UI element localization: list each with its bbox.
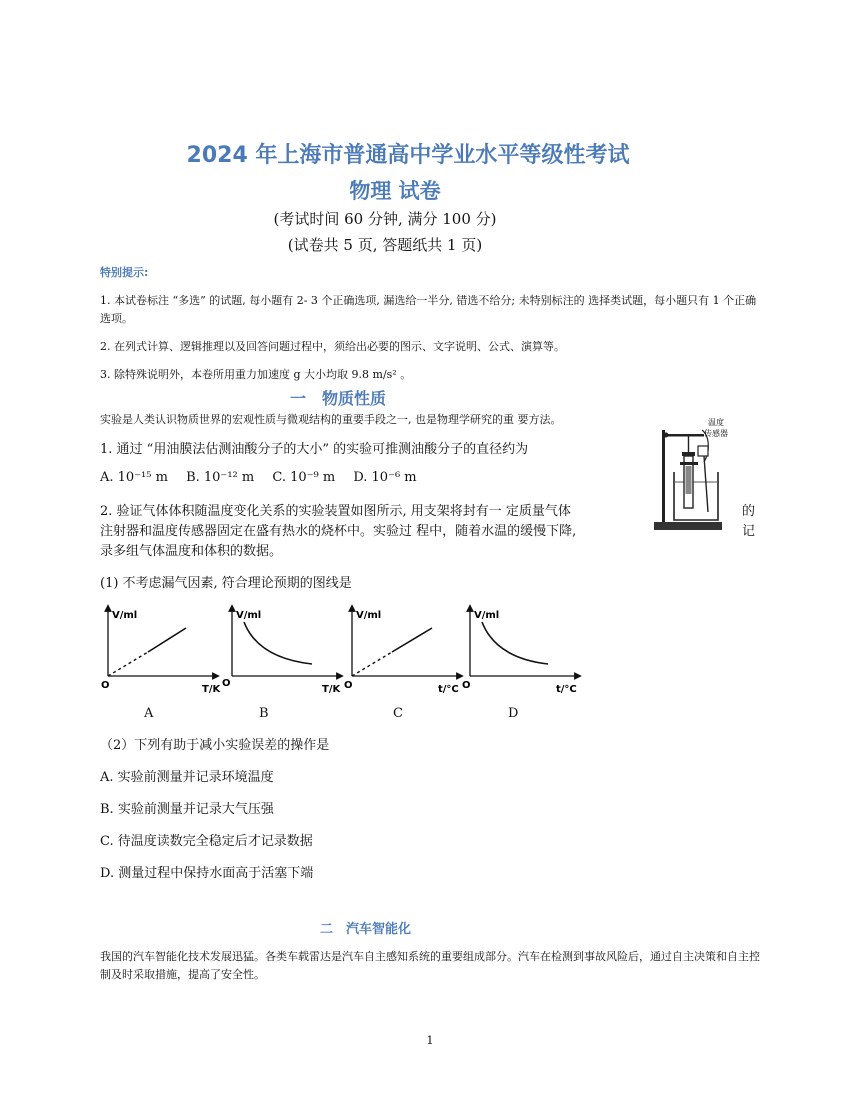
graph-b-ylabel: V/ml bbox=[236, 610, 262, 621]
graph-d-origin: O bbox=[462, 680, 471, 691]
graph-c-xlabel: t/°C bbox=[438, 684, 459, 695]
section1-heading: 一 物质性质 bbox=[290, 389, 387, 408]
question-2-stem-line2: 注射器和温度传感器固定在盛有热水的烧杯中。实验过 程中，随着水温的缓慢下降, bbox=[100, 524, 577, 539]
q2-sub2-option-d[interactable]: D. 测量过程中保持水面高于活塞下端 bbox=[100, 866, 314, 881]
q2-sub2-option-a[interactable]: A. 实验前测量并记录环境温度 bbox=[100, 770, 274, 785]
graph-b-xlabel: T/K bbox=[322, 684, 341, 695]
apparatus-label-line1: 温度 bbox=[708, 418, 724, 427]
q1-option-c[interactable]: C. 10⁻⁹ m bbox=[272, 470, 336, 485]
question-1-stem: 1. 通过 “用油膜法估测油酸分子的大小” 的实验可推测油酸分子的直径约为 bbox=[100, 442, 529, 457]
graph-c-label: C bbox=[393, 706, 403, 721]
exam-title: 2024 年上海市普通高中学业水平等级性考试 bbox=[186, 143, 630, 168]
question-2-sub1: (1) 不考虑漏气因素, 符合理论预期的图线是 bbox=[100, 576, 352, 591]
experiment-apparatus-figure bbox=[652, 412, 742, 538]
section2-heading: 二 汽车智能化 bbox=[320, 922, 412, 937]
question-2-stem-line1-end: 的 bbox=[742, 504, 756, 519]
section1-intro: 实验是人类认识物质世界的宏观性质与微观结构的重要手段之一, 也是物理学研究的重 要方法。 bbox=[100, 413, 562, 426]
question-2-stem-line1: 2. 验证气体体积随温度变化关系的实验装置如图所示, 用支架将封有一 定质量气体 bbox=[100, 504, 571, 519]
q2-sub2-option-c[interactable]: C. 待温度读数完全稳定后才记录数据 bbox=[100, 834, 313, 849]
graph-a[interactable] bbox=[101, 608, 221, 695]
graph-b[interactable] bbox=[222, 608, 341, 695]
question-2-stem-line3: 录多组气体温度和体积的数据。 bbox=[100, 544, 283, 559]
apparatus-label-line2: 传感器 bbox=[704, 429, 728, 438]
q1-option-a[interactable]: A. 10⁻¹⁵ m bbox=[100, 470, 168, 485]
graph-a-label: A bbox=[144, 706, 154, 721]
graph-d-ylabel: V/ml bbox=[474, 610, 500, 621]
graph-b-label: B bbox=[259, 706, 269, 721]
notice-heading: 特别提示: bbox=[100, 266, 149, 279]
graph-d-label: D bbox=[508, 706, 519, 721]
notice-item-1: 1. 本试卷标注 “多选” 的试题, 每小题有 2- 3 个正确选项, 漏选给一半分, 错选不给分; 未特别标注的 选择类试题，每小题只有 1 个正确选项。 bbox=[100, 294, 757, 325]
graph-a-ylabel: V/ml bbox=[112, 610, 138, 621]
graph-c-origin: O bbox=[344, 680, 353, 691]
graph-c[interactable] bbox=[344, 608, 460, 695]
q2-sub2-option-b[interactable]: B. 实验前测量并记录大气压强 bbox=[100, 802, 274, 817]
pages-info: (试卷共 5 页, 答题纸共 1 页) bbox=[287, 236, 483, 254]
graph-options bbox=[98, 600, 588, 704]
question-2-stem-line2-end: 记 bbox=[742, 524, 756, 539]
graph-a-origin: O bbox=[101, 680, 110, 691]
exam-subject: 物理 试卷 bbox=[349, 179, 441, 203]
graph-d-xlabel: t/°C bbox=[556, 684, 577, 695]
question-1-options bbox=[100, 470, 431, 485]
graph-d[interactable] bbox=[462, 608, 578, 695]
page-number: 1 bbox=[426, 1034, 434, 1047]
question-2-sub2: （2）下列有助于减小实验误差的操作是 bbox=[100, 738, 330, 753]
graph-b-origin: O bbox=[222, 678, 231, 689]
notice-item-2: 2. 在列式计算、逻辑推理以及回答问题过程中，须给出必要的图示、文字说明、公式、演算等。 bbox=[100, 340, 565, 353]
notice-item-3: 3. 除特殊说明外，本卷所用重力加速度 g 大小均取 9.8 m/s² 。 bbox=[100, 368, 412, 381]
section2-intro: 我国的汽车智能化技术发展迅猛。各类车载雷达是汽车自主感知系统的重要组成部分。汽车在检测到事故风险后，通过自主决策和自主控制及时采取措施，提高了安全性。 bbox=[100, 950, 760, 981]
graph-c-ylabel: V/ml bbox=[356, 610, 382, 621]
q1-option-b[interactable]: B. 10⁻¹² m bbox=[186, 470, 255, 485]
q1-option-d[interactable]: D. 10⁻⁶ m bbox=[353, 470, 417, 485]
time-info: (考试时间 60 分钟, 满分 100 分) bbox=[273, 210, 497, 228]
graph-a-xlabel: T/K bbox=[202, 684, 221, 695]
